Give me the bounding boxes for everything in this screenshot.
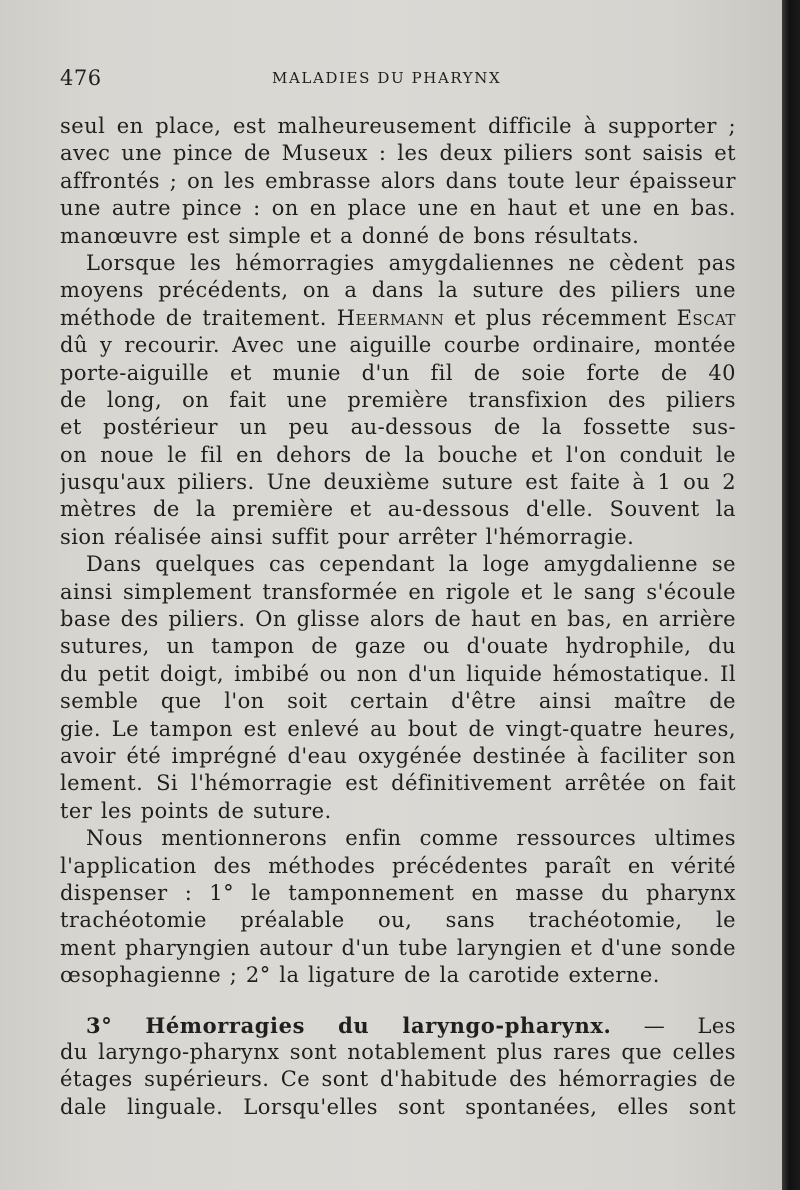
paragraph-4 <box>60 825 736 989</box>
text-fragment: — Les <box>643 1013 736 1038</box>
section-gap <box>60 990 736 1012</box>
text-line: ter les points de suture. <box>60 798 332 823</box>
text-line: ment pharyngien autour d'un tube laryngien et d'une sonde <box>60 935 736 960</box>
text-line: jusqu'aux piliers. Une deuxième suture est faite à 1 ou 2 <box>60 470 736 495</box>
text-line: sion réalisée ainsi suffit pour arrêter l'hémorragie. <box>60 524 635 549</box>
text-fragment: méthode de traitement. <box>60 305 337 330</box>
text-line: sutures, un tampon de gaze ou d'ouate hydrophile, du <box>60 634 736 659</box>
running-header <box>60 66 730 96</box>
text-line: Nous mentionnerons enfin comme ressources ultimes <box>86 826 736 851</box>
page-edge-shadow <box>782 0 800 1190</box>
author-name: Heermann <box>336 305 445 330</box>
text-line: et postérieur un peu au-dessous de la fossette sus- <box>60 415 736 440</box>
text-line: étages supérieurs. Ce sont d'habitude des hémorragies de <box>60 1067 736 1092</box>
text-line <box>60 305 736 332</box>
text-line: du petit doigt, imbibé ou non d'un liquide hémostatique. Il <box>60 661 736 686</box>
text-line: du laryngo-pharynx sont notablement plus rares que celles <box>60 1039 736 1064</box>
text-line: affrontés ; on les embrasse alors dans toute leur épaisseur <box>60 168 736 193</box>
text-line: avec une pince de Museux : les deux piliers sont saisis et <box>60 141 736 166</box>
text-line: de long, on fait une première transfixion des piliers <box>60 387 736 412</box>
text-line: une autre pince : on en place une en haut et une en bas. <box>60 196 736 221</box>
section-heading: 3° Hémorragies du laryngo-pharynx. <box>86 1012 612 1038</box>
text-line: lement. Si l'hémorragie est définitivement arrêtée on fait <box>60 771 736 796</box>
text-line: porte-aiguille et munie d'un fil de soie forte de 40 <box>60 360 736 385</box>
section-3 <box>60 1012 736 1122</box>
section-heading-line <box>60 1012 736 1039</box>
text-line: gie. Le tampon est enlevé au bout de vingt-quatre heures, <box>60 716 736 741</box>
text-line: manœuvre est simple et a donné de bons résultats. <box>60 223 640 248</box>
running-title: MALADIES DU PHARYNX <box>272 69 502 87</box>
text-line: trachéotomie préalable ou, sans trachéotomie, le <box>60 908 736 933</box>
paragraph-1 <box>60 113 736 250</box>
text-line: seul en place, est malheureusement difficile à supporter ; <box>60 114 736 138</box>
body-text <box>60 113 736 1121</box>
text-line: base des piliers. On glisse alors de haut en bas, en arrière <box>60 607 736 632</box>
text-line: on noue le fil en dehors de la bouche et l'on conduit le <box>60 442 736 467</box>
text-line: moyens précédents, on a dans la suture des piliers une <box>60 278 736 303</box>
text-line: mètres de la première et au-dessous d'elle. Souvent la <box>60 497 736 522</box>
text-line: ainsi simplement transformée en rigole et le sang s'écoule <box>60 579 736 604</box>
page-number: 476 <box>60 66 102 90</box>
text-line: l'application des méthodes précédentes paraît en vérité <box>60 853 736 878</box>
text-line: Lorsque les hémorragies amygdaliennes ne cèdent pas <box>86 250 736 275</box>
text-line: avoir été imprégné d'eau oxygénée destinée à faciliter son <box>60 743 736 768</box>
text-fragment: et plus récemment <box>444 305 677 330</box>
text-line: dû y recourir. Avec une aiguille courbe ordinaire, montée <box>60 333 736 358</box>
author-name: Escat <box>676 305 736 330</box>
text-line: semble que l'on soit certain d'être ainsi maître de <box>60 689 736 714</box>
paragraph-2 <box>60 250 736 551</box>
paragraph-3 <box>60 551 736 825</box>
text-line: dale linguale. Lorsqu'elles sont spontanées, elles sont <box>60 1094 736 1119</box>
text-line: œsophagienne ; 2° la ligature de la carotide externe. <box>60 963 660 988</box>
text-line: dispenser : 1° le tamponnement en masse du pharynx <box>60 880 736 905</box>
text-line: Dans quelques cas cependant la loge amygdalienne se <box>86 552 736 577</box>
